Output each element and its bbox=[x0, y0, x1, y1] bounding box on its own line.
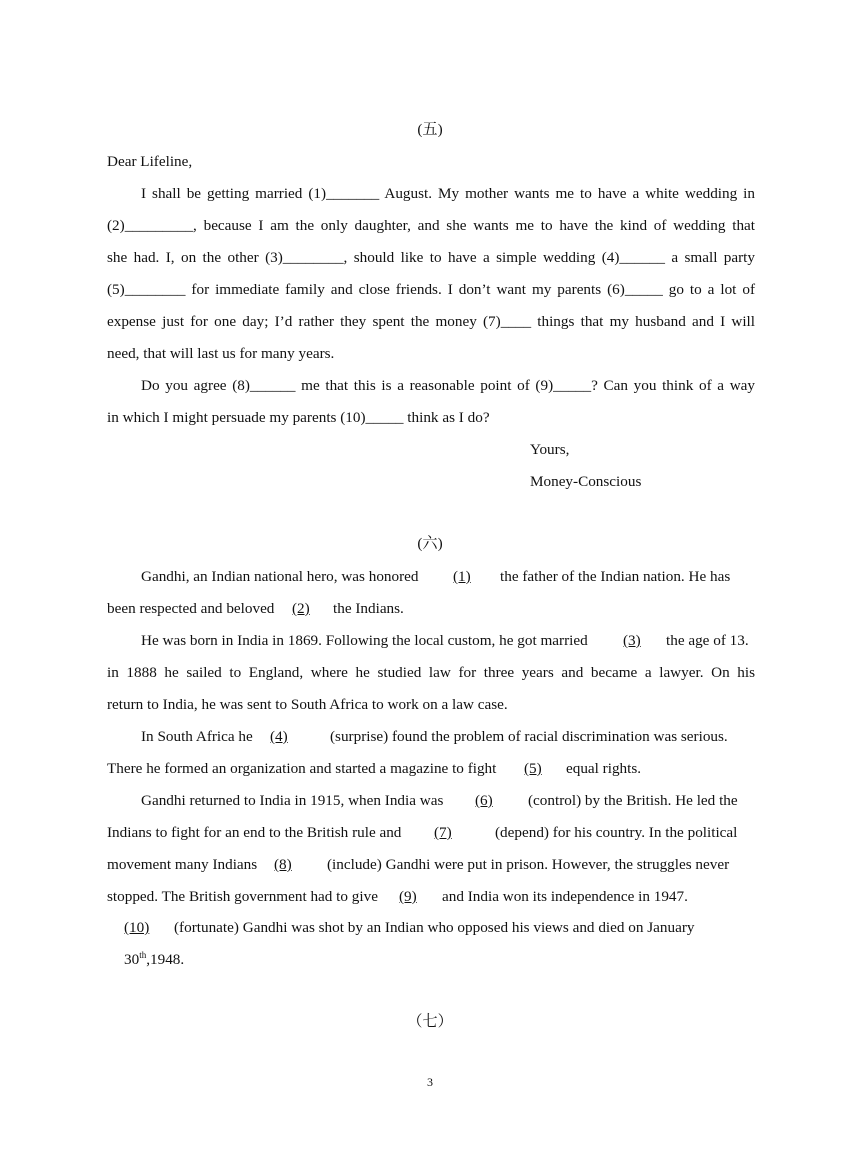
section5-heading: (五) bbox=[417, 121, 443, 138]
passage-text: the father of the Indian nation. He has bbox=[500, 568, 731, 585]
date-day: 30 bbox=[124, 951, 140, 968]
section7-heading: （七） bbox=[407, 1013, 453, 1030]
date-suffix: th bbox=[139, 949, 147, 960]
passage-text: movement many Indians bbox=[107, 856, 258, 873]
passage-text: (depend) for his country. In the political bbox=[495, 824, 738, 841]
letter-line: Do you agree (8)______ me that this is a reasonable point of (9)_____? Can you think of a way bbox=[141, 377, 755, 394]
passage-text: equal rights. bbox=[566, 760, 642, 777]
passage-text: and India won its independence in 1947. bbox=[442, 888, 688, 905]
letter-line: in which I might persuade my parents (10)_____ think as I do? bbox=[107, 409, 490, 426]
passage-text: the Indians. bbox=[333, 600, 404, 617]
passage-text: (surprise) found the problem of racial discrimination was serious. bbox=[330, 728, 728, 745]
passage-text: (include) Gandhi were put in prison. However, the struggles never bbox=[327, 856, 730, 873]
blank-7: (7) bbox=[434, 824, 452, 841]
letter-line: need, that will last us for many years. bbox=[107, 345, 335, 362]
passage-text: Gandhi, an Indian national hero, was honored bbox=[141, 568, 419, 585]
blank-2: (2) bbox=[292, 600, 310, 617]
letter-line: expense just for one day; I’d rather they spent the money (7)____ things that my husband and I will bbox=[107, 313, 755, 330]
letter-line: (5)________ for immediate family and close friends. I don’t want my parents (6)_____ go to a lot of bbox=[107, 281, 755, 298]
passage-text: In South Africa he bbox=[141, 728, 253, 745]
passage-text: stopped. The British government had to give bbox=[107, 888, 378, 905]
passage-text: the age of 13. bbox=[666, 632, 749, 649]
passage-text: (control) by the British. He led the bbox=[528, 792, 738, 809]
passage-text: in 1888 he sailed to England, where he studied law for three years and became a lawyer. On his bbox=[107, 664, 755, 681]
blank-3: (3) bbox=[623, 632, 641, 649]
passage-text: Gandhi returned to India in 1915, when India was bbox=[141, 792, 444, 809]
blank-10: (10) bbox=[124, 919, 150, 936]
passage-text: He was born in India in 1869. Following the local custom, he got married bbox=[141, 632, 588, 649]
letter-closing: Yours, bbox=[530, 441, 570, 458]
blank-8: (8) bbox=[274, 856, 292, 873]
blank-1: (1) bbox=[453, 568, 471, 585]
letter-salutation: Dear Lifeline, bbox=[107, 153, 193, 170]
blank-4: (4) bbox=[270, 728, 288, 745]
passage-text: return to India, he was sent to South Africa to work on a law case. bbox=[107, 696, 508, 713]
passage-text: There he formed an organization and started a magazine to fight bbox=[107, 760, 497, 777]
passage-date bbox=[124, 950, 184, 970]
letter-line: (2)_________, because I am the only daughter, and she wants me to have the kind of wedding that bbox=[107, 217, 755, 234]
blank-6: (6) bbox=[475, 792, 493, 809]
passage-text: (fortunate) Gandhi was shot by an Indian who opposed his views and died on January bbox=[174, 919, 695, 936]
page-number: 3 bbox=[427, 1075, 433, 1089]
letter-line: she had. I, on the other (3)________, should like to have a simple wedding (4)______ a small party bbox=[107, 249, 755, 266]
blank-9: (9) bbox=[399, 888, 417, 905]
section6-heading: (六) bbox=[417, 535, 443, 552]
passage-text: been respected and beloved bbox=[107, 600, 275, 617]
letter-line: I shall be getting married (1)_______ August. My mother wants me to have a white wedding in bbox=[141, 185, 755, 202]
passage-text: Indians to fight for an end to the British rule and bbox=[107, 824, 402, 841]
blank-5: (5) bbox=[524, 760, 542, 777]
date-rest: ,1948. bbox=[146, 951, 185, 968]
letter-signature: Money-Conscious bbox=[530, 473, 642, 490]
